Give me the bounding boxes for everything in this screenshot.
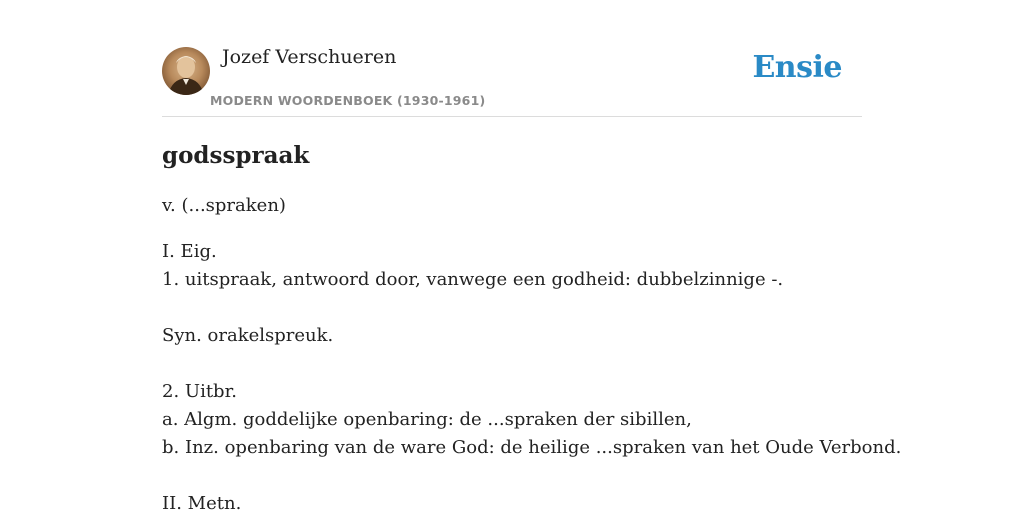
entry-title: godsspraak — [162, 142, 310, 169]
entry-body — [162, 238, 901, 518]
ensie-logo[interactable]: Ensie — [752, 50, 842, 85]
entry-line: a. Algm. goddelijke openbaring: de ...spraken der sibillen, — [162, 409, 692, 430]
entry-content — [162, 140, 922, 514]
author-avatar[interactable] — [162, 47, 210, 95]
entry-line: I. Eig. — [162, 241, 217, 262]
entry-grammar: v. (...spraken) — [162, 195, 286, 216]
entry-line — [162, 294, 901, 322]
author-name[interactable]: Jozef Verschueren — [222, 46, 397, 68]
header — [162, 44, 862, 117]
entry-line: 1. uitspraak, antwoord door, vanwege een godheid: dubbelzinnige -. — [162, 269, 784, 290]
source-label[interactable]: MODERN WOORDENBOEK (1930-1961) — [210, 93, 486, 108]
entry-line: II. Metn. — [162, 493, 242, 514]
entry-line: b. Inz. openbaring van de ware God: de heilige ...spraken van het Oude Verbond. — [162, 437, 902, 458]
entry-line: 2. Uitbr. — [162, 381, 237, 402]
entry-line — [162, 462, 901, 490]
entry-line: Syn. orakelspreuk. — [162, 325, 334, 346]
entry-line — [162, 350, 901, 378]
